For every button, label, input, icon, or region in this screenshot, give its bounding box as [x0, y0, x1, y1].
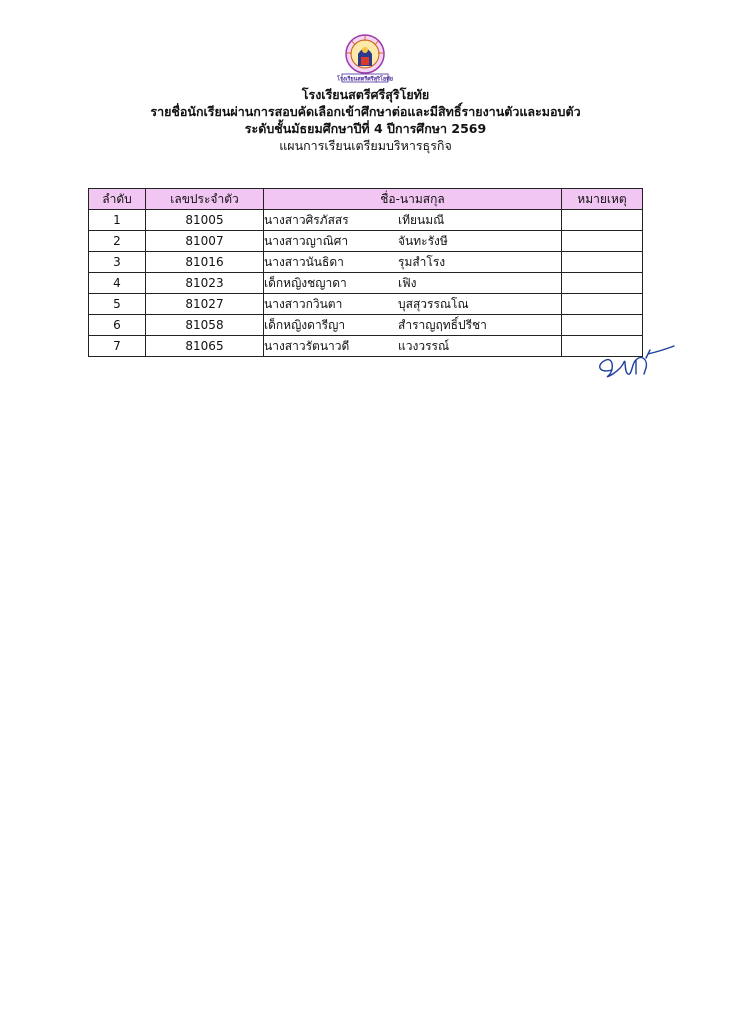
student-name [264, 315, 562, 336]
first-name: นางสาวญาณิศา [264, 234, 349, 248]
column-header-name: ชื่อ-นามสกุล [264, 189, 562, 210]
table-row [89, 336, 643, 357]
note-cell [562, 231, 643, 252]
table-row [89, 294, 643, 315]
logo-caption: โรงเรียนสตรีศรีสุริโยทัย [336, 76, 394, 83]
student-id: 81058 [146, 315, 264, 336]
last-name: แวงวรรณ์ [398, 339, 450, 353]
student-id: 81016 [146, 252, 264, 273]
first-name: เด็กหญิงดารีญา [264, 318, 346, 332]
last-name: บุสสุวรรณโณ [398, 297, 469, 311]
row-number: 6 [89, 315, 146, 336]
note-cell [562, 210, 643, 231]
student-name [264, 252, 562, 273]
first-name: นางสาวศิรภัสสร [264, 213, 349, 227]
column-header-order: ลำดับ [89, 189, 146, 210]
document-title: รายชื่อนักเรียนผ่านการสอบคัดเลือกเข้าศึกษาต่อและมีสิทธิ์รายงานตัวและมอบตัว [150, 104, 581, 119]
first-name: นางสาวรัตนาวดี [264, 339, 350, 353]
last-name: เฟิง [398, 276, 417, 290]
student-roster-table [88, 188, 643, 357]
last-name: จันทะรังษี [398, 234, 448, 248]
student-id: 81007 [146, 231, 264, 252]
student-name [264, 210, 562, 231]
school-emblem-icon [336, 30, 394, 86]
student-id: 81023 [146, 273, 264, 294]
last-name: รุมสำโรง [398, 255, 446, 269]
note-cell [562, 273, 643, 294]
first-name: นางสาวนันธิดา [264, 255, 344, 269]
table-row [89, 273, 643, 294]
row-number: 5 [89, 294, 146, 315]
table-row [89, 210, 643, 231]
grade-level: ระดับชั้นมัธยมศึกษาปีที่ 4 ปีการศึกษา 2569 [244, 121, 487, 136]
student-name [264, 336, 562, 357]
note-cell [562, 252, 643, 273]
table-header-row [89, 189, 643, 210]
student-name [264, 231, 562, 252]
row-number: 3 [89, 252, 146, 273]
row-number: 7 [89, 336, 146, 357]
last-name: สำราญฤทธิ์ปรีชา [398, 318, 487, 332]
student-id: 81027 [146, 294, 264, 315]
row-number: 1 [89, 210, 146, 231]
school-name: โรงเรียนสตรีศรีสุริโยทัย [301, 87, 430, 102]
column-header-id: เลขประจำตัว [146, 189, 264, 210]
study-program: แผนการเรียนเตรียมบริหารธุรกิจ [279, 138, 452, 153]
student-id: 81065 [146, 336, 264, 357]
table-row [89, 315, 643, 336]
first-name: นางสาวกวินตา [264, 297, 343, 311]
row-number: 2 [89, 231, 146, 252]
first-name: เด็กหญิงชญาดา [264, 276, 347, 290]
column-header-note: หมายเหตุ [562, 189, 643, 210]
last-name: เทียนมณี [398, 213, 445, 227]
student-name [264, 273, 562, 294]
note-cell [562, 294, 643, 315]
table-row [89, 252, 643, 273]
table-row [89, 231, 643, 252]
student-name [264, 294, 562, 315]
handwritten-signature-icon [590, 344, 680, 384]
student-id: 81005 [146, 210, 264, 231]
row-number: 4 [89, 273, 146, 294]
note-cell [562, 315, 643, 336]
